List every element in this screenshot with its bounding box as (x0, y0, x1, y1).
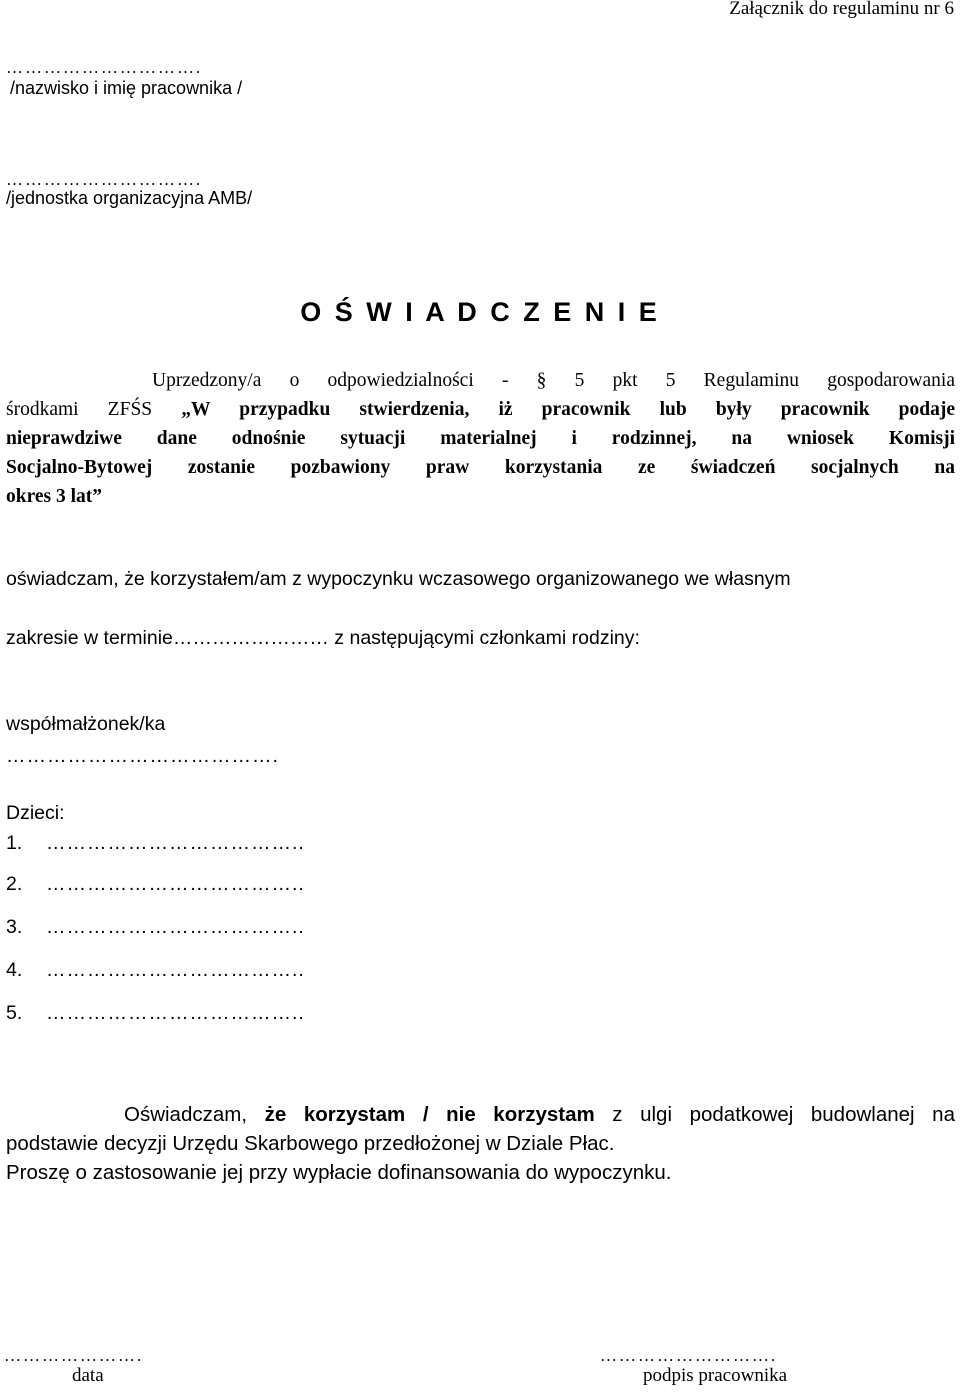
employee-name-caption: /nazwisko i imię pracownika / (10, 78, 243, 98)
declaration-line-2: zakresie w terminie…………………… z następującymi członkami rodziny: (6, 627, 640, 649)
org-unit-field[interactable]: …………………………. (6, 170, 203, 189)
child-row (6, 832, 305, 855)
children-label: Dzieci: (6, 802, 65, 824)
child-row (6, 1002, 305, 1025)
child-field[interactable]: ……………………………….. (46, 873, 305, 895)
warning-text: środkami ZFŚS (6, 399, 182, 420)
spouse-field[interactable]: …………………………………. (6, 745, 279, 767)
employee-name-field[interactable]: …………………………. (6, 58, 203, 77)
relief-line-2: podstawie decyzji Urzędu Skarbowego przedłożonej w Dziale Płac. (6, 1132, 615, 1155)
warning-bold-text: Socjalno-Bytowej zostanie pozbawiony praw korzystania ze świadczeń socjalnych na (6, 457, 955, 478)
warning-line-1 (6, 366, 955, 395)
warning-line-4 (6, 453, 955, 482)
relief-text: z ulgi podatkowej budowlanej na (594, 1103, 955, 1126)
child-row (6, 916, 305, 939)
warning-text: Uprzedzony/a o odpowiedzialności - § 5 pkt 5 Regulaminu gospodarowania (152, 370, 955, 391)
child-number: 2. (6, 873, 23, 895)
warning-bold-text: okres 3 lat” (6, 486, 103, 507)
warning-bold-text: „W przypadku stwierdzenia, iż pracownik lub były pracownik podaje (181, 399, 955, 420)
child-field[interactable]: ……………………………….. (46, 1002, 305, 1024)
child-number: 5. (6, 1002, 23, 1024)
child-field[interactable]: ……………………………….. (46, 959, 305, 981)
relief-line-3: Proszę o zastosowanie jej przy wypłacie dofinansowania do wypoczynku. (6, 1161, 672, 1184)
declaration-line-1: oświadczam, że korzystałem/am z wypoczynku wczasowego organizowanego we własnym (6, 568, 791, 590)
child-number: 3. (6, 916, 23, 938)
document-title: O Ś W I A D C Z E N I E (300, 297, 660, 327)
relief-line-1 (6, 1103, 955, 1127)
child-row (6, 959, 305, 982)
warning-line-3 (6, 424, 955, 453)
relief-choice[interactable]: że korzystam / nie korzystam (264, 1103, 595, 1126)
signature-field[interactable]: ………………………. (600, 1346, 778, 1365)
child-number: 4. (6, 959, 23, 981)
warning-line-2 (6, 395, 955, 424)
annex-header: Załącznik do regulaminu nr 6 (729, 0, 954, 19)
date-label: data (72, 1365, 104, 1386)
relief-text: Oświadczam, (124, 1103, 265, 1126)
signature-label: podpis pracownika (643, 1365, 788, 1386)
warning-bold-text: nieprawdziwe dane odnośnie sytuacji materialnej i rodzinnej, na wniosek Komisji (6, 428, 955, 449)
child-field[interactable]: ……………………………….. (46, 832, 305, 854)
child-number: 1. (6, 832, 23, 854)
warning-line-5 (6, 482, 955, 511)
org-unit-caption: /jednostka organizacyjna AMB/ (6, 188, 253, 208)
child-field[interactable]: ……………………………….. (46, 916, 305, 938)
date-field[interactable]: …………………. (4, 1346, 144, 1365)
spouse-label: współmałżonek/ka (6, 713, 166, 735)
child-row (6, 873, 305, 896)
